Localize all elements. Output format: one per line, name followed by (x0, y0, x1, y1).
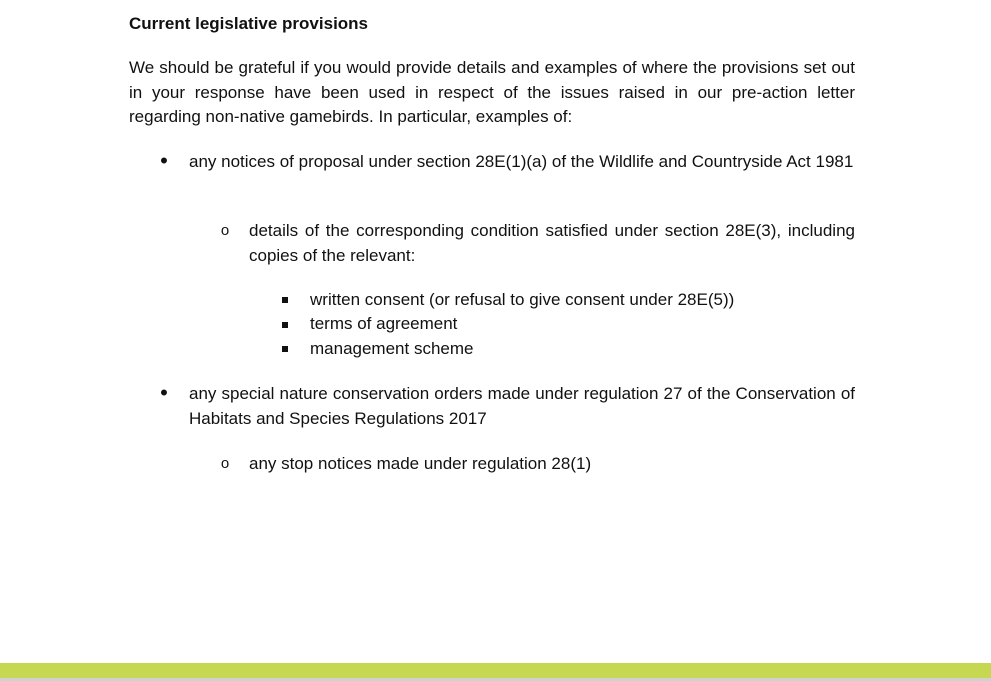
circle-bullet-icon: o (220, 455, 230, 472)
section-heading: Current legislative provisions (129, 14, 369, 33)
square-bullet-icon (282, 322, 288, 328)
square-bullet-icon (282, 346, 288, 352)
intro-paragraph: We should be grateful if you would provide details and examples of where the provisions set out in your response have been used in respect of the issues raised in our pre-action letter regarding non-native gamebirds. In particular, examples of: (129, 58, 855, 126)
list-item-text: management scheme (310, 339, 474, 358)
list-item-text: terms of agreement (310, 314, 458, 333)
list-item-text: written consent (or refusal to give consent under 28E(5)) (310, 290, 735, 309)
bullet-icon: • (160, 380, 168, 405)
list-item-text: any special nature conservation orders made under regulation 27 of the Conservation of Habitats and Species Regulations 2017 (189, 384, 855, 428)
circle-bullet-icon: o (220, 222, 230, 239)
list-item-text: any stop notices made under regulation 28(1) (249, 454, 592, 473)
footer-bar (0, 663, 991, 678)
list-item-text: details of the corresponding condition satisfied under section 28E(3), including copies of the relevant: (249, 221, 855, 265)
list-item-text: any notices of proposal under section 28E(1)(a) of the Wildlife and Countryside Act 1981 (189, 152, 854, 171)
square-bullet-icon (282, 297, 288, 303)
bullet-icon: • (160, 148, 168, 173)
